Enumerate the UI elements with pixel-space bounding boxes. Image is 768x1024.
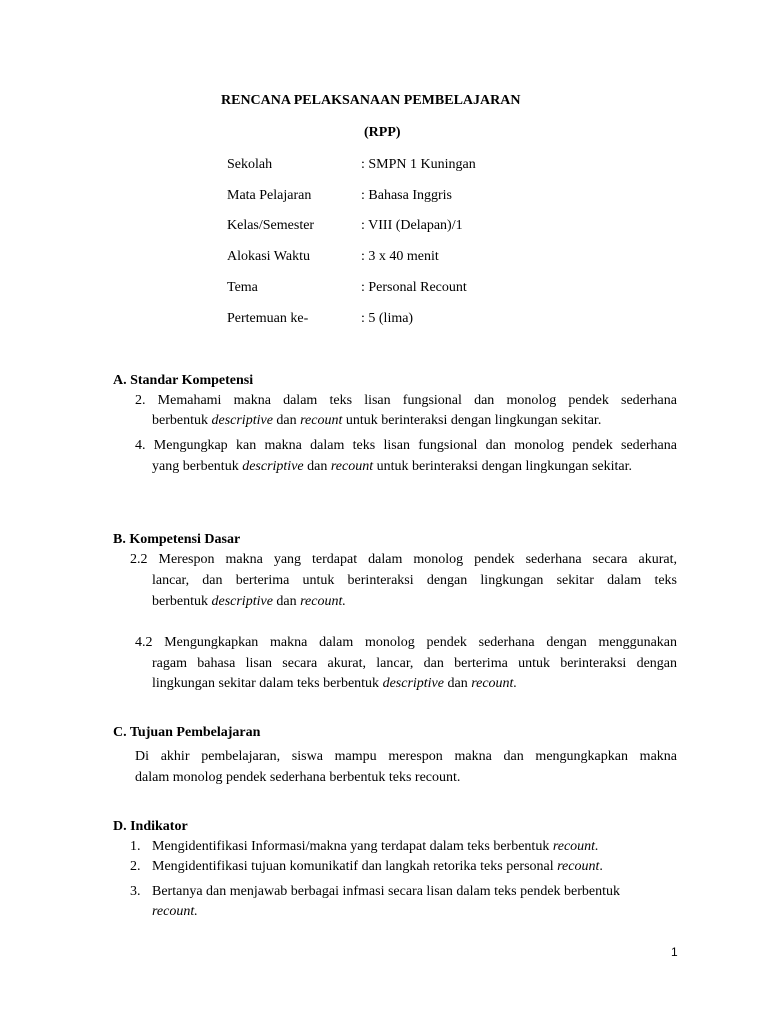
section-d-heading: D. Indikator <box>113 819 188 834</box>
identity-label: Mata Pelajaran <box>227 188 312 203</box>
section-b-kd-2-line-2: ragam bahasa lisan secara akurat, lancar, dan berterima untuk berinteraksi dengan <box>152 656 677 671</box>
section-a-item-1-line-1: 2. Memahami makna dalam teks lisan fungsional dan monolog pendek sederhana <box>135 393 677 408</box>
identity-value: : VIII (Delapan)/1 <box>361 218 463 233</box>
section-b-kd-1-line-1: 2.2 Merespon makna yang terdapat dalam monolog pendek sederhana secara akurat, <box>130 552 677 567</box>
indicator-item: Bertanya dan menjawab berbagai infmasi secara lisan dalam teks pendek berbentuk <box>152 884 621 899</box>
section-b-kd-2-line-1: 4.2 Mengungkapkan makna dalam monolog pendek sederhana dengan menggunakan <box>135 635 677 650</box>
indicator-item: Mengidentifikasi Informasi/makna yang terdapat dalam teks berbentuk recount. <box>152 839 599 854</box>
indicator-number: 2. <box>130 859 141 874</box>
indicator-item: Mengidentifikasi tujuan komunikatif dan langkah retorika teks personal recount. <box>152 859 603 874</box>
section-a-item-2-line-1: 4. Mengungkap kan makna dalam teks lisan fungsional dan monolog pendek sederhana <box>135 438 677 453</box>
section-a-item-1-line-2: berbentuk descriptive dan recount untuk berinteraksi dengan lingkungan sekitar. <box>152 413 602 428</box>
identity-value: : Bahasa Inggris <box>361 188 452 203</box>
identity-label: Pertemuan ke- <box>227 311 309 326</box>
identity-value: : 5 (lima) <box>361 311 414 326</box>
section-c-line-2: dalam monolog pendek sederhana berbentuk teks recount. <box>135 770 461 785</box>
indicator-item-continuation: recount. <box>152 904 198 919</box>
document-subtitle: (RPP) <box>364 125 401 140</box>
identity-value: : 3 x 40 menit <box>361 249 439 264</box>
identity-label: Sekolah <box>227 157 273 172</box>
page-number: 1 <box>671 945 678 959</box>
identity-label: Tema <box>227 280 258 295</box>
section-c-heading: C. Tujuan Pembelajaran <box>113 725 261 740</box>
identity-label: Alokasi Waktu <box>227 249 310 264</box>
identity-value: : SMPN 1 Kuningan <box>361 157 476 172</box>
identity-value: : Personal Recount <box>361 280 467 295</box>
indicator-number: 3. <box>130 884 141 899</box>
section-c-line-1: Di akhir pembelajaran, siswa mampu merespon makna dan mengungkapkan makna <box>135 749 677 764</box>
section-a-item-2-line-2: yang berbentuk descriptive dan recount untuk berinteraksi dengan lingkungan sekitar. <box>152 459 633 474</box>
section-b-heading: B. Kompetensi Dasar <box>113 532 241 547</box>
identity-label: Kelas/Semester <box>227 218 315 233</box>
section-b-kd-1-line-2: lancar, dan berterima untuk berinteraksi dengan lingkungan sekitar dalam teks <box>152 573 677 588</box>
indicator-number: 1. <box>130 839 141 854</box>
section-b-kd-2-line-3: lingkungan sekitar dalam teks berbentuk descriptive dan recount. <box>152 676 517 691</box>
document-title: RENCANA PELAKSANAAN PEMBELAJARAN <box>221 93 521 108</box>
section-a-heading: A. Standar Kompetensi <box>113 373 254 388</box>
section-b-kd-1-line-3: berbentuk descriptive dan recount. <box>152 594 346 609</box>
